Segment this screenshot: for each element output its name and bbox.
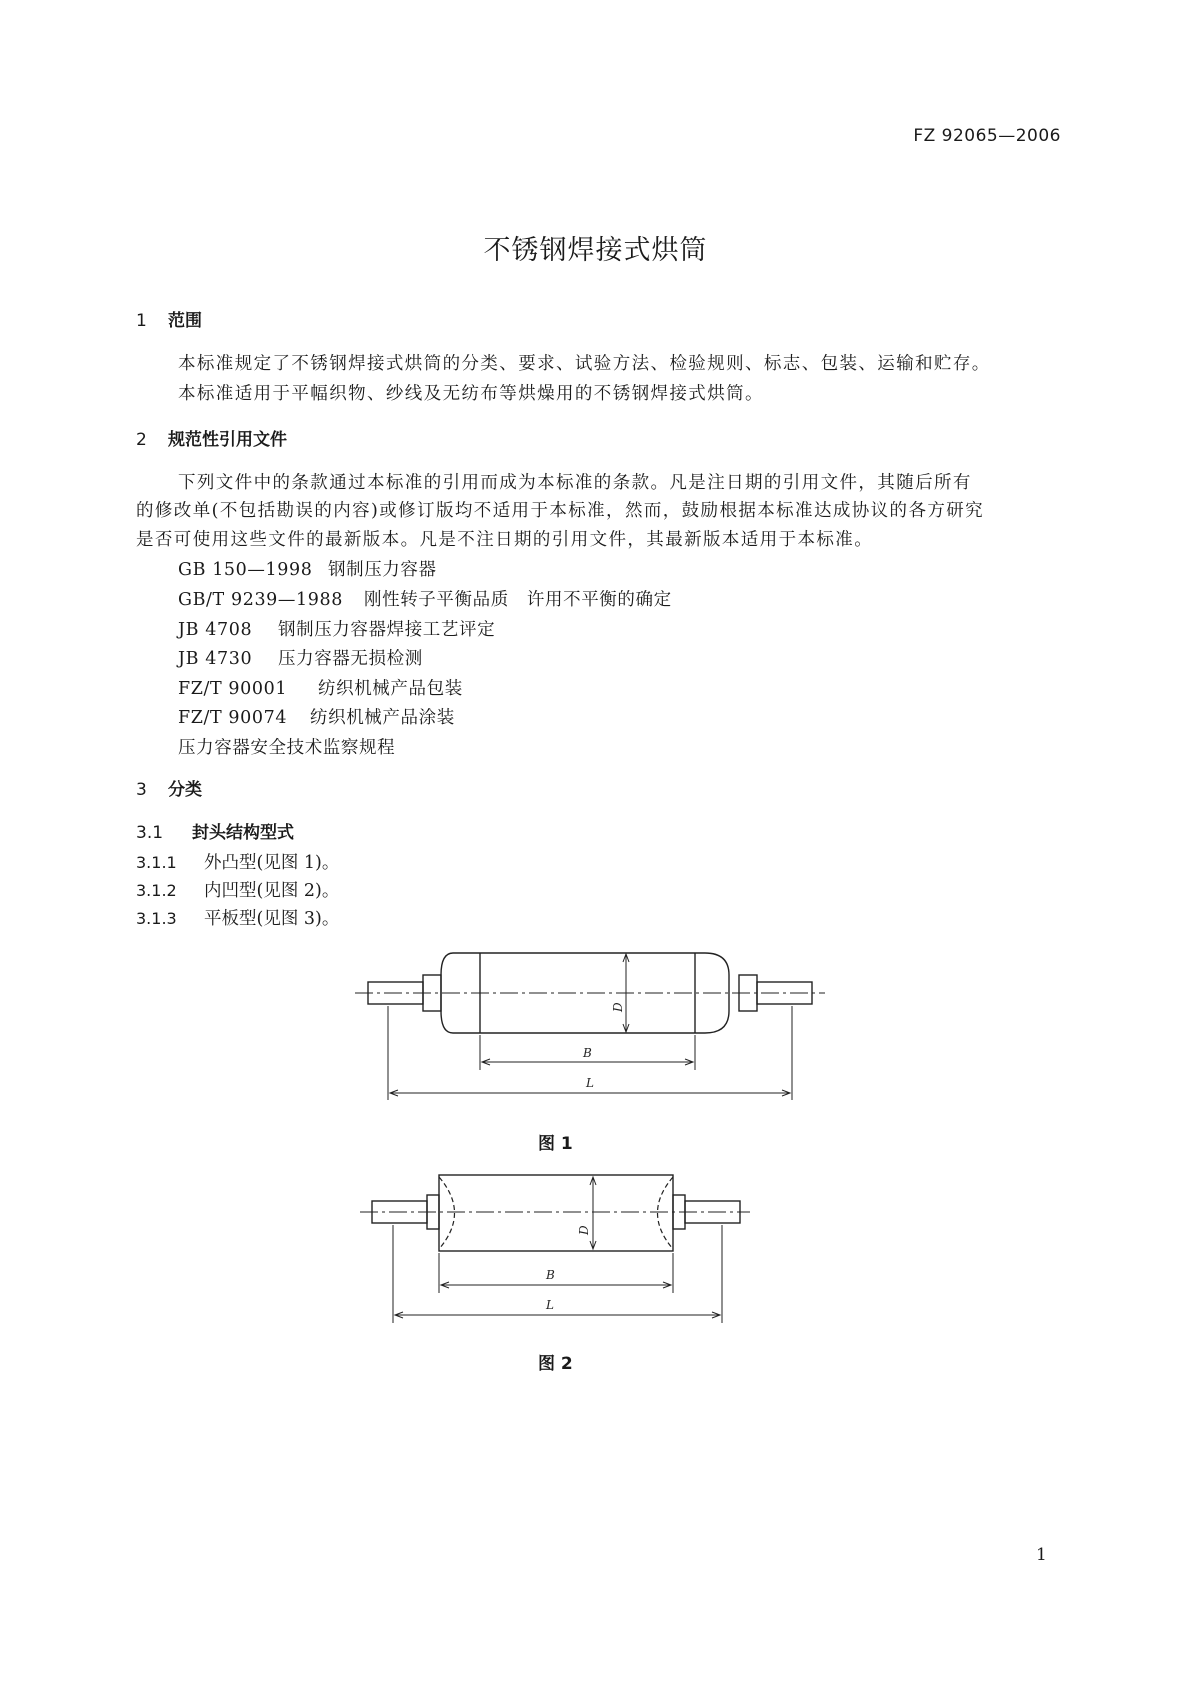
figure-1-drawing	[340, 940, 840, 1115]
clause-item	[136, 877, 339, 902]
reference-title: 钢制压力容器	[328, 560, 437, 580]
reference-title: 压力容器无损检测	[278, 649, 423, 669]
subsection-title: 封头结构型式	[192, 823, 294, 843]
section-1-para-1: 本标准规定了不锈钢焊接式烘筒的分类、要求、试验方法、检验规则、标志、包装、运输和贮存。	[178, 354, 991, 374]
page-number: 1	[1036, 1545, 1047, 1565]
label-b: B	[583, 1046, 592, 1060]
label-l: L	[546, 1298, 554, 1312]
reference-item	[178, 586, 672, 611]
section-number: 1	[136, 311, 147, 331]
figure-2-caption: 图 2	[538, 1354, 573, 1374]
section-2-heading	[136, 425, 287, 450]
reference-item	[178, 645, 423, 670]
clause-text: 外凸型(见图 1)。	[204, 853, 340, 873]
reference-title: 纺织机械产品包装	[318, 679, 463, 699]
label-b: B	[546, 1268, 555, 1282]
clause-item	[136, 905, 339, 930]
label-d: D	[611, 1002, 625, 1012]
reference-item	[178, 675, 463, 700]
label-d: D	[577, 1225, 591, 1235]
clause-text: 内凹型(见图 2)。	[204, 881, 340, 901]
document-title: 不锈钢焊接式烘筒	[483, 235, 708, 266]
reference-code: GB 150—1998	[178, 560, 313, 580]
section-number: 3	[136, 780, 147, 800]
reference-item	[178, 734, 395, 759]
standard-code: FZ 92065—2006	[913, 126, 1061, 146]
reference-title: 刚性转子平衡品质 许用不平衡的确定	[364, 590, 672, 610]
clause-text: 平板型(见图 3)。	[204, 909, 340, 929]
clause-number: 3.1.2	[136, 881, 177, 900]
reference-item	[178, 704, 455, 729]
clause-number: 3.1.1	[136, 853, 177, 872]
reference-code: JB 4708	[178, 620, 253, 640]
reference-title: 钢制压力容器焊接工艺评定	[278, 620, 496, 640]
dimension-b	[441, 1282, 671, 1288]
section-2-para-line-1: 下列文件中的条款通过本标准的引用而成为本标准的条款。凡是注日期的引用文件，其随后所有	[178, 473, 972, 493]
dimension-l	[395, 1312, 720, 1318]
right-concave-head	[658, 1177, 674, 1249]
section-1-para-2: 本标准适用于平幅织物、纱线及无纺布等烘燥用的不锈钢焊接式烘筒。	[178, 384, 764, 404]
dimension-d	[590, 1177, 596, 1249]
dimension-l	[390, 1090, 790, 1096]
subsection-number: 3.1	[136, 823, 164, 843]
cylinder-body	[439, 1175, 673, 1251]
section-2-para-line-2: 的修改单(不包括勘误的内容)或修订版均不适用于本标准，然而，鼓励根据本标准达成协议的各方研究	[136, 501, 985, 521]
section-number: 2	[136, 430, 147, 450]
reference-code: JB 4730	[178, 649, 253, 669]
reference-code: GB/T 9239—1988	[178, 590, 343, 610]
section-title: 范围	[168, 311, 202, 331]
figure-1-caption: 图 1	[538, 1134, 573, 1154]
subsection-3-1-heading	[136, 818, 294, 843]
left-concave-head	[439, 1177, 455, 1249]
section-1-heading	[136, 306, 202, 331]
section-3-heading	[136, 775, 202, 800]
section-title: 规范性引用文件	[168, 430, 287, 450]
section-title: 分类	[168, 780, 202, 800]
reference-code: FZ/T 90074	[178, 708, 288, 728]
label-l: L	[586, 1076, 594, 1090]
clause-number: 3.1.3	[136, 909, 177, 928]
reference-item	[178, 616, 495, 641]
reference-item	[178, 556, 437, 581]
reference-title: 压力容器安全技术监察规程	[178, 738, 396, 758]
reference-title: 纺织机械产品涂装	[310, 708, 455, 728]
section-2-para-line-3: 是否可使用这些文件的最新版本。凡是不注日期的引用文件，其最新版本适用于本标准。	[136, 530, 874, 550]
clause-item	[136, 849, 339, 874]
reference-code: FZ/T 90001	[178, 679, 288, 699]
figure-2-drawing	[350, 1165, 760, 1335]
